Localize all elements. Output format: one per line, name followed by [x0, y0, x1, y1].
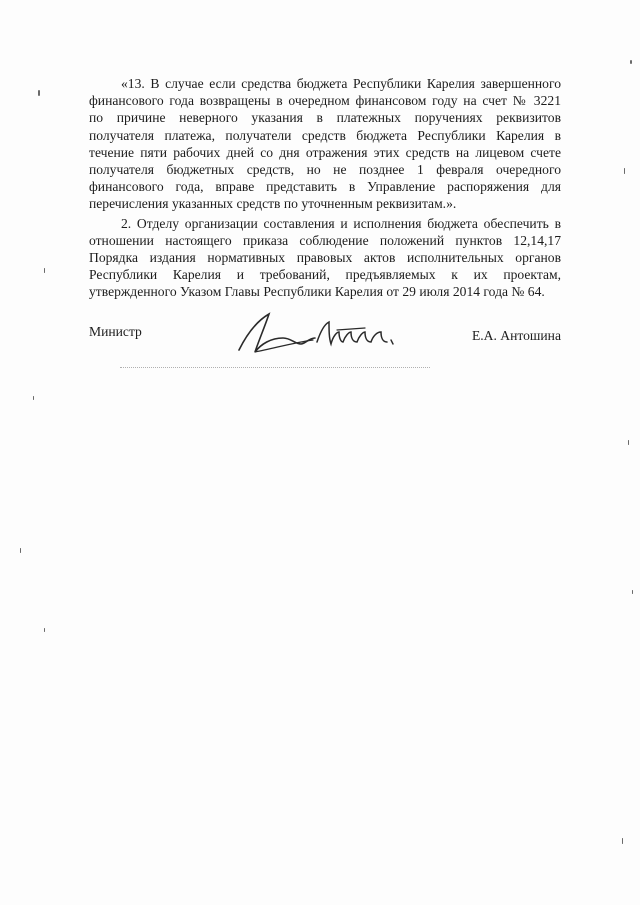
signer-position: Министр [89, 324, 142, 339]
handwritten-signature [225, 308, 425, 356]
scan-speck [624, 168, 625, 174]
text-line: получателя бюджетных средств, но не позднее 1 февраля очередного [89, 162, 561, 178]
scan-artifact-line [120, 367, 430, 368]
text-line: Республики Карелия и требований, предъявляемых к их проектам, [89, 267, 561, 283]
scan-speck [44, 268, 45, 273]
scan-speck [628, 440, 629, 445]
text-line: финансового года возвращены в очередном финансовом году на счет № 3221 [89, 93, 561, 109]
scan-speck [38, 90, 40, 96]
text-line: получателя платежа, получатели средств бюджета Республики Карелия в [89, 127, 561, 143]
scan-speck [630, 60, 632, 64]
text-line: течение пяти рабочих дней со дня отражения этих средств на лицевом счете [89, 144, 561, 160]
signature-block [89, 318, 561, 358]
document-body [89, 75, 561, 301]
scan-speck [632, 590, 633, 594]
text-line: отношении настоящего приказа соблюдение положений пунктов 12,14,17 [89, 232, 561, 248]
paragraph-2 [89, 215, 561, 301]
text-line: 2. Отделу организации составления и исполнения бюджета обеспечить в [121, 215, 561, 231]
signer-name: Е.А. Антошина [471, 328, 561, 343]
text-line: утвержденного Указом Главы Республики Карелия от 29 июля 2014 года № 64. [89, 284, 545, 300]
scan-speck [33, 396, 34, 400]
scan-speck [20, 548, 21, 553]
paragraph-13 [89, 75, 561, 213]
scan-speck [622, 838, 623, 844]
scan-speck [44, 628, 45, 632]
text-line: перечисления указанных средств по уточненным реквизитам.». [89, 196, 457, 212]
text-line: по причине неверного указания в платежных поручениях реквизитов [89, 110, 561, 126]
text-line: финансового года, вправе представить в Управление распоряжения для [89, 179, 561, 195]
text-line: «13. В случае если средства бюджета Республики Карелия завершенного [121, 76, 561, 91]
text-line: Порядка издания нормативных правовых актов исполнительных органов [89, 250, 561, 266]
